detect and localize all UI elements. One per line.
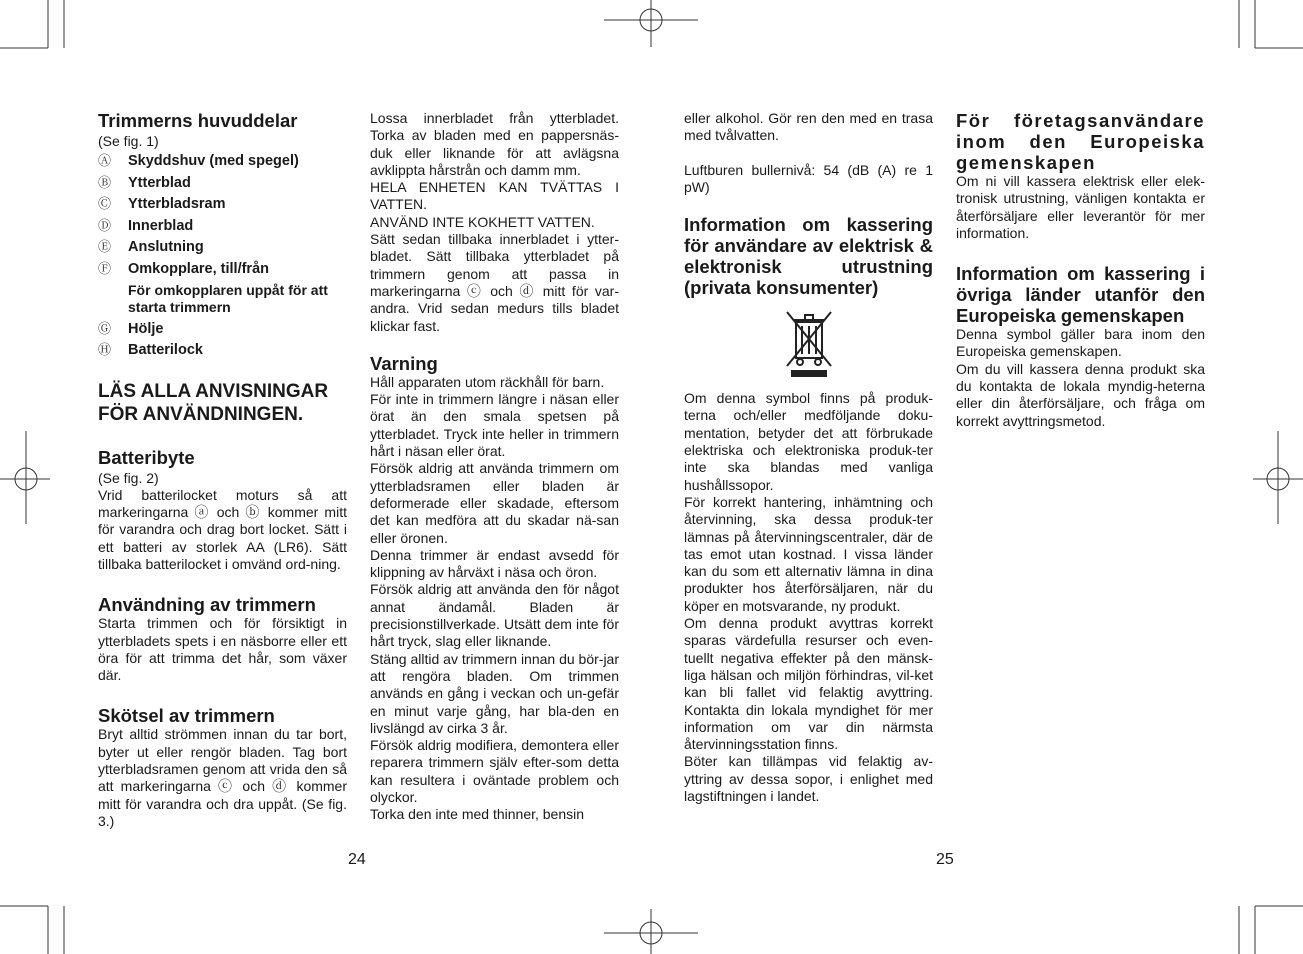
right-page-column-2 [956,110,1205,430]
warning-paragraph: Torka den inte med thinner, bensin [370,806,585,823]
warning-paragraph: Denna trimmer är endast avsedd för klippning av hårväxt i näsa och öron. [370,546,619,581]
switch-note: För omkopplaren uppåt för att starta trimmern [128,281,328,315]
usage-heading: Användning av trimmern [98,594,316,616]
left-page-column-1 [98,110,347,830]
disposal-heading: Information om kassering för användare av elektrisk & elektronisk utrustning (privata konsumenter) [684,214,933,299]
care-continued: Lossa innerbladet från ytterbladet. Torka av bladen med en pappersnäs-duk eller liknande för att avlägsna avklippta hårstrån och damm mm. [370,110,619,178]
page-number-left: 24 [348,851,366,868]
battery-text: Vrid batterilocket moturs så att markeringarna ⓐ och ⓑ kommer mitt för varandra och drag bort locket. Sätt i ett batteri av storlek AA (LR6). Sätt tillbaka batterilocket i omvänd ord-ning. [98,486,347,572]
usage-text: Starta trimmen och för försiktigt in ytterbladets spets i en näsborre eller ett öra för att trimma det hår, som växer där. [98,615,347,684]
part-item: Ⓐ Skyddshuv (med spegel) [98,153,299,169]
warning-paragraph: Försök aldrig modifiera, demontera eller reparera trimmern själv efter-som detta kan resultera i oväntade problem och olyckor. [370,737,619,805]
parts-list [98,152,347,278]
warning-paragraph: Försök aldrig att använda den för något annat ändamål. Bladen är precisionstillverkade. Utsätt dem inte för hårt tryck, slag eller liknande. [370,581,619,650]
disposal-paragraph: Om denna produkt avyttras korrekt sparas värdefulla resurser och even-tuellt negativa effekter på den mänsk-liga hälsan och miljön förhindras, vil-ket kan bli fallet vid felaktig avyttring. Kontakta din lokala myndighet för mer information om var din närmsta återvinningsstation finns. [684,615,933,753]
read-all-heading: LÄS ALLA ANVISNINGAR FÖR ANVÄNDNINGEN. [98,380,329,425]
weee-crossed-bin-icon [783,308,835,378]
left-page-column-2 [370,110,619,824]
warning-paragraph: Håll apparaten utom räckhåll för barn. [370,373,605,390]
business-text: Om ni vill kassera elektrisk eller elek-tronisk utrustning, vänligen kontakta er återförsäljare eller leverantör för mer information. [956,173,1205,241]
part-item: Ⓑ Ytterblad [98,174,191,191]
parts-figure-ref: (Se fig. 1) [98,133,159,149]
cleaning-continued: eller alkohol. Gör ren den med en trasa med tvålvatten. [684,110,933,144]
battery-heading: Batteribyte [98,446,195,468]
warning-paragraph: För inte in trimmern längre i näsan eller örat än den smala spetsen på ytterbladet. Tryck inte heller in trimmern hårt i näsan eller örat. [370,391,619,460]
disposal-paragraph: Om denna symbol finns på produk-terna och/eller medföljande doku-mentation, betyder det att förbrukade elektriska och elektroniska produk-ter inte ska blandas med vanliga hushållssopor. [684,390,933,493]
page-number-right: 25 [936,851,954,868]
part-item: Ⓒ Ytterbladsram [98,196,226,213]
part-item: Ⓓ Innerblad [98,217,194,234]
no-hot-water-notice: ANVÄND INTE KOKHETT VATTEN. [370,213,595,230]
parts-heading: Trimmerns huvuddelar [98,110,298,131]
reassemble-text: Sätt sedan tillbaka innerbladet i ytter-bladet. Sätt tillbaka ytterbladet på trimmern genom att passa in markeringarna ⓒ och ⓓ mitt för var-andra. Vrid sedan medurs tills bladet klickar fast. [370,231,619,334]
warning-heading: Varning [370,352,438,374]
care-heading: Skötsel av trimmern [98,705,275,727]
wash-notice: HELA ENHETEN KAN TVÄTTAS I VATTEN. [370,179,619,213]
business-heading: För företagsanvändare inom den Europeiska gemenskapen [956,110,1205,173]
other-countries-paragraph: Denna symbol gäller bara inom den Europeiska gemenskapen. [956,326,1205,360]
part-item: Ⓗ Batterilock [98,342,203,359]
other-countries-heading: Information om kassering i övriga länder utanför den Europeiska gemenskapen [956,263,1205,327]
battery-figure-ref: (Se fig. 2) [98,469,159,486]
disposal-paragraph: Böter kan tillämpas vid felaktig av-yttring av dessa sopor, i enlighet med lagstiftningen i landet. [684,753,933,805]
part-item: Ⓔ Anslutning [98,239,204,256]
care-text: Bryt alltid strömmen innan du tar bort, byter ut eller rengör bladen. Tag bort ytterbladsramen genom att vrida den så att markeringarna ⓒ och ⓓ kommer mitt för varandra och dra uppåt. (Se fig. 3.) [98,726,347,829]
noise-level: Luftburen bullernivå: 54 (dB (A) re 1 pW) [684,161,933,195]
disposal-paragraph: För korrekt hantering, inhämtning och återvinning, ska dessa produk-ter lämnas på återvinningscentraler, där de tas emot utan kostnad. I vissa länder kan du som ett alternativ lämna in dina produkter hos återförsäljaren, när du köper en motsvarande, ny produkt. [684,493,933,614]
right-page-column-1 [684,110,933,805]
part-item: Ⓕ Omkopplare, till/från [98,260,269,277]
part-item: Ⓖ Hölje [98,320,164,337]
parts-list-2 [98,320,347,360]
warning-paragraph: Stäng alltid av trimmern innan du bör-jar att rengöra bladen. Om trimmen används en gång i veckan och un-gefär en minut varje gång, har bla-den en livslängd av cirka 3 år. [370,650,620,736]
other-countries-paragraph: Om du vill kassera denna produkt ska du kontakta de lokala myndig-heterna eller din återförsäljare, och fråga om korrekt avyttringsmetod. [956,360,1205,429]
warning-paragraph: Försök aldrig att använda trimmern om ytterbladsramen eller bladen är deformerade eller skadade, eftersom det kan medföra att du skadar nä-san eller öronen. [370,460,619,546]
